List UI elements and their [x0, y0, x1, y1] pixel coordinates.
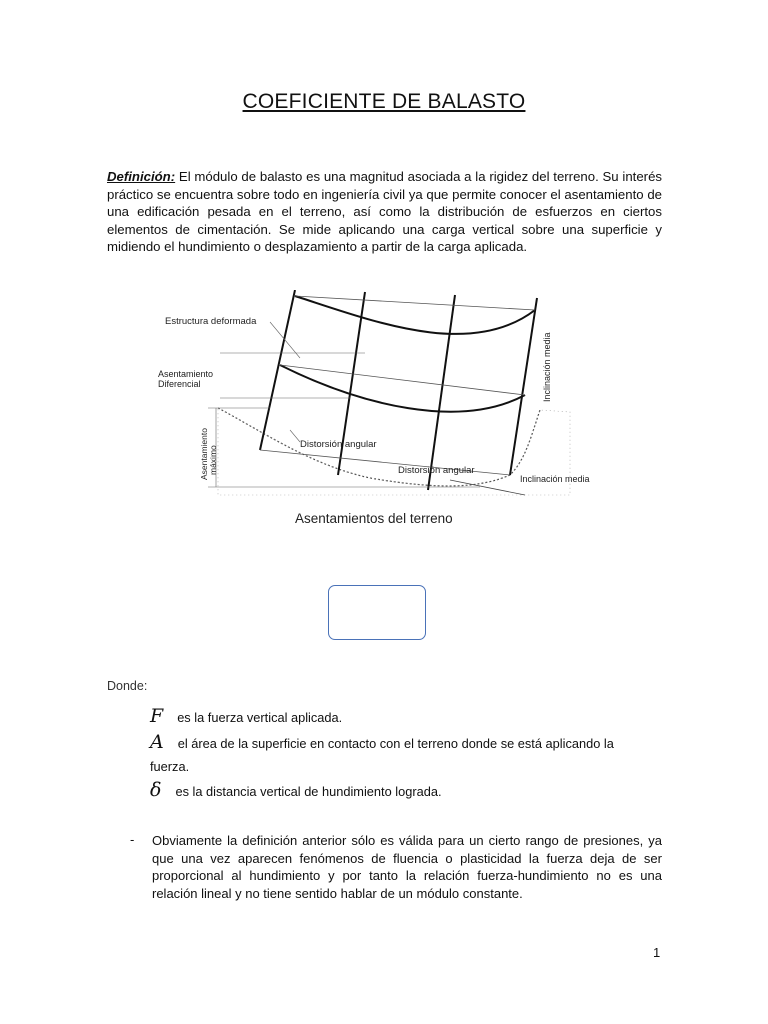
- inclinacion-line: [450, 480, 525, 495]
- definition-paragraph: [107, 168, 662, 256]
- settlement-figure: [150, 290, 630, 540]
- ground-fill: [218, 408, 570, 495]
- variable-row-delta: [150, 779, 442, 801]
- variable-a-text: el área de la superficie en contacto con el terreno donde se está aplicando la: [177, 736, 614, 751]
- label-asentamiento-dif-2: Diferencial: [158, 379, 201, 389]
- label-estructura: Estructura deformada: [165, 316, 257, 327]
- definition-lead: Definición:: [107, 169, 176, 184]
- figure-caption: Asentamientos del terreno: [295, 511, 453, 526]
- variable-delta-text: es la distancia vertical de hundimiento lograda.: [175, 784, 442, 799]
- symbol-f: F: [150, 705, 164, 727]
- leader-estructura: [270, 322, 300, 358]
- upper-beam: [295, 296, 535, 334]
- label-asentamiento-max-1: Asentamiento: [199, 428, 209, 480]
- variable-row-a: [150, 731, 614, 753]
- label-asentamiento-dif-1: Asentamiento: [158, 369, 214, 379]
- symbol-delta: δ: [150, 779, 162, 801]
- variable-f-text: es la fuerza vertical aplicada.: [177, 710, 343, 725]
- symbol-a: A: [150, 731, 164, 753]
- column-3: [428, 295, 455, 490]
- variable-a-continuation: fuerza.: [150, 759, 190, 774]
- donde-label: Donde:: [107, 679, 148, 693]
- formula-box: [328, 585, 426, 640]
- column-4: [510, 298, 537, 475]
- label-asentamiento-max-2: máximo: [208, 445, 218, 475]
- lower-beam: [280, 365, 525, 412]
- page-title: COEFICIENTE DE BALASTO: [242, 90, 526, 113]
- page-number: 1: [653, 945, 661, 960]
- leader-distorsion: [290, 430, 300, 442]
- label-distorsion-2: Distorsión angular: [398, 465, 475, 476]
- bullet-dash: -: [130, 832, 135, 847]
- definition-body: El módulo de balasto es una magnitud asociada a la rigidez del terreno. Su interés práctico se encuentra sobre todo en ingeniería civil ya que permite conocer el asentamiento de una edificación pesada en el terreno, así como la distribución de esfuerzos en ciertos elementos de cimentación. Se mide aplicando una carga vertical sobre una superficie y midiendo el hundimiento o desplazamiento a partir de la carga aplicada.: [107, 169, 662, 255]
- label-inclinacion-v: Inclinación media: [542, 332, 552, 402]
- variable-row-f: [150, 705, 342, 727]
- reference-line-mid: [280, 365, 525, 395]
- label-distorsion-1: Distorsión angular: [300, 439, 377, 450]
- bullet-paragraph: Obviamente la definición anterior sólo es válida para un cierto rango de presiones, ya que una vez aparecen fenómenos de fluencia o plasticidad la fuerza deja de ser proporcional al hundimiento y por tanto la relación fuerza-hundimiento no es una relación lineal y no tiene sentido hablar de un módulo constante.: [152, 833, 662, 901]
- label-inclinacion-h: Inclinación media: [520, 474, 590, 484]
- settlement-diagram: [150, 290, 630, 540]
